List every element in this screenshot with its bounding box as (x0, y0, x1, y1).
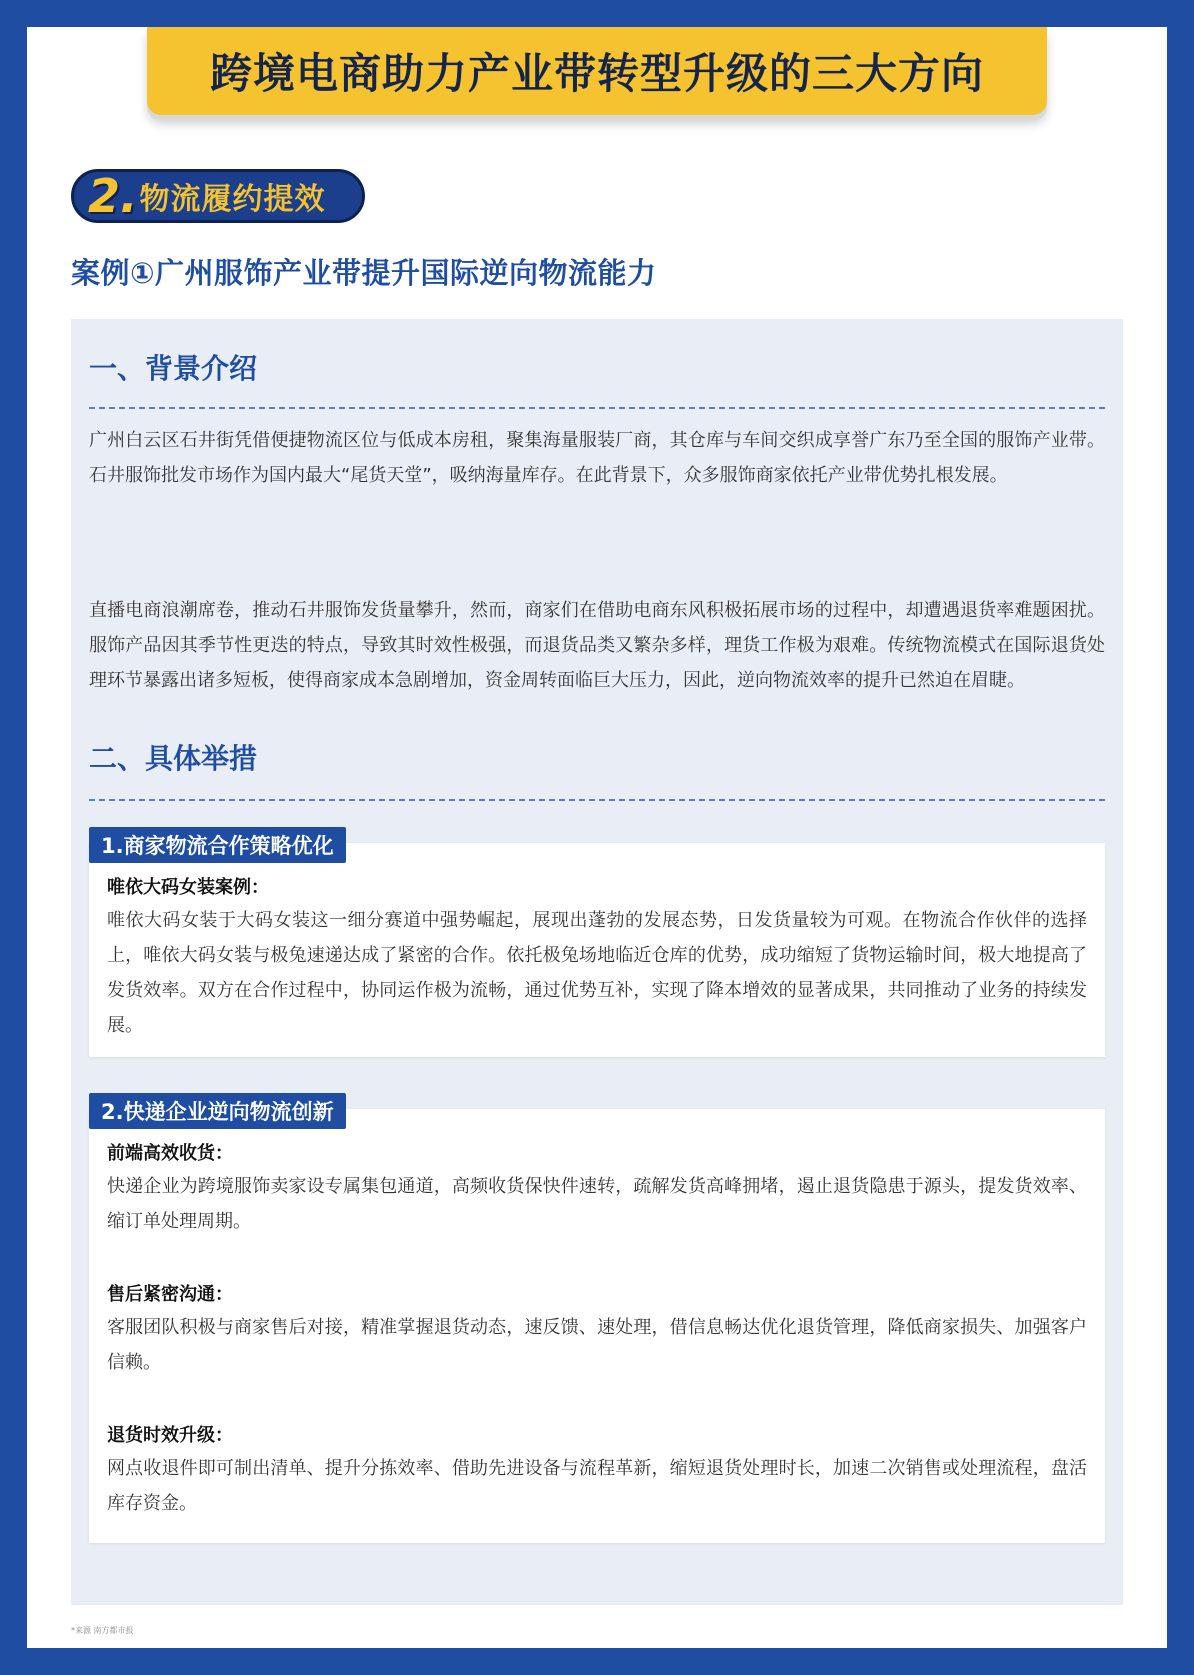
content-panel (71, 319, 1123, 1605)
card-subtitle: 前端高效收货： (107, 1143, 233, 1164)
divider (89, 799, 1105, 801)
section-badge (71, 169, 365, 223)
case-title: 案例①广州服饰产业带提升国际逆向物流能力 (71, 256, 657, 290)
background-paragraph-2: 直播电商浪潮席卷，推动石井服饰发货量攀升，然而，商家们在借助电商东风积极拓展市场的过程中，却遭遇退货率难题困扰。服饰产品因其季节性更迭的特点，导致其时效性极强，而退货品类又繁杂多样，理货工作极为艰难。传统物流模式在国际退货处理环节暴露出诸多短板，使得商家成本急剧增加，资金周转面临巨大压力，因此，逆向物流效率的提升已然迫在眉睫。 (89, 600, 1105, 691)
measure-tag-2: 2.快递企业逆向物流创新 (89, 1093, 346, 1129)
page (27, 27, 1167, 1648)
card-subtitle: 退货时效升级： (107, 1425, 233, 1446)
page-title: 跨境电商助力产业带转型升级的三大方向 (209, 49, 984, 98)
divider (89, 407, 1105, 409)
section-label: 物流履约提效 (139, 182, 326, 217)
card-subtitle: 售后紧密沟通： (107, 1284, 233, 1305)
measures-heading: 二、具体举措 (89, 742, 258, 775)
source-note: *来源 南方都市报 (71, 1626, 134, 1635)
measure-card-1 (89, 843, 1105, 1057)
section-number: 2. (88, 169, 138, 223)
card-text: 唯依大码女装于大码女装这一细分赛道中强势崛起，展现出蓬勃的发展态势，日发货量较为可观。在物流合作伙伴的选择上，唯依大码女装与极兔速递达成了紧密的合作。依托极兔场地临近仓库的优势，成功缩短了货物运输时间，极大地提高了发货效率。双方在合作过程中，协同运作极为流畅，通过优势互补，实现了降本增效的显著成果，共同推动了业务的持续发展。 (107, 910, 1087, 1036)
card-text: 快递企业为跨境服饰卖家设专属集包通道，高频收货保快件速转，疏解发货高峰拥堵，遏止退货隐患于源头，提发货效率、缩订单处理周期。 (107, 1176, 1087, 1232)
card-text: 客服团队积极与商家售后对接，精准掌握退货动态，速反馈、速处理，借信息畅达优化退货管理，降低商家损失、加强客户信赖。 (107, 1317, 1087, 1373)
background-paragraph-1: 广州白云区石井街凭借便捷物流区位与低成本房租，聚集海量服装厂商，其仓库与车间交织成享誉广东乃至全国的服饰产业带。石井服饰批发市场作为国内最大“尾货天堂”，吸纳海量库存。在此背景下，众多服饰商家依托产业带优势扎根发展。 (89, 430, 1105, 486)
background-heading: 一、背景介绍 (89, 352, 258, 385)
title-banner (147, 27, 1047, 115)
card-subtitle: 唯依大码女装案例： (107, 877, 269, 898)
measure-card-2 (89, 1109, 1105, 1543)
measure-tag-1: 1.商家物流合作策略优化 (89, 827, 346, 863)
card-text: 网点收退件即可制出清单、提升分拣效率、借助先进设备与流程革新，缩短退货处理时长，加速二次销售或处理流程，盘活库存资金。 (107, 1458, 1087, 1514)
